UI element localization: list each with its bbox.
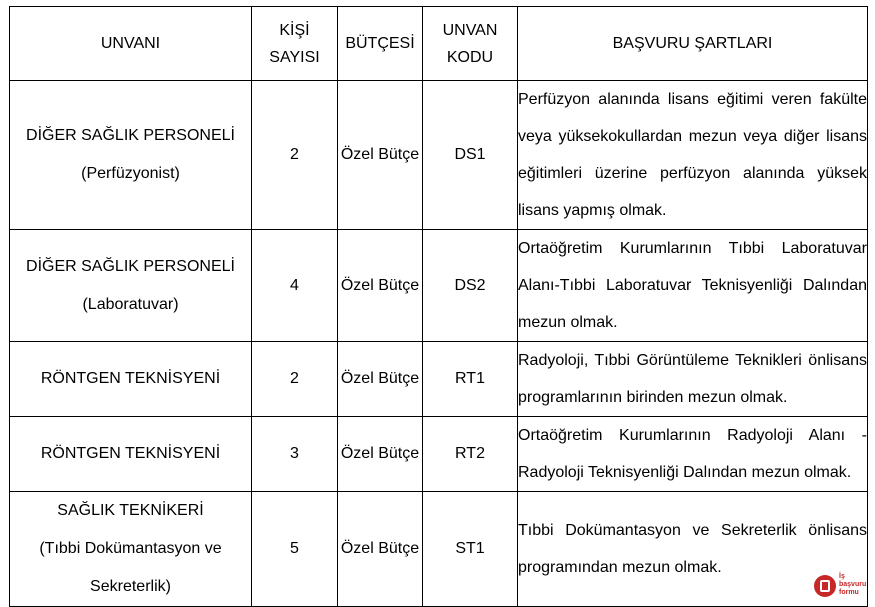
position-requirements: Radyoloji, Tıbbi Görüntüleme Teknikleri önlisans programlarının birinden mezun olmak. (518, 342, 868, 417)
header-budget: BÜTÇESİ (338, 7, 423, 81)
position-title: DİĞER SAĞLIK PERSONELİ (26, 127, 235, 144)
table-row (10, 81, 868, 230)
position-budget: Özel Bütçe (338, 81, 423, 230)
position-requirements: Ortaöğretim Kurumlarının Radyoloji Alanı - Radyoloji Teknisyenliği Dalından mezun olmak. (518, 417, 868, 492)
position-title: RÖNTGEN TEKNİSYENİ (40, 370, 221, 387)
table-header-row (10, 7, 868, 81)
position-count: 2 (252, 81, 338, 230)
position-code: ST1 (423, 492, 518, 607)
position-budget: Özel Bütçe (338, 342, 423, 417)
watermark-logo (814, 573, 874, 603)
position-count: 2 (252, 342, 338, 417)
watermark-text: İş başvuru formu (839, 573, 867, 596)
position-code: RT1 (423, 342, 518, 417)
header-requirements: BAŞVURU ŞARTLARI (518, 7, 868, 81)
position-count: 5 (252, 492, 338, 607)
table-row (10, 342, 868, 417)
position-budget: Özel Bütçe (338, 230, 423, 342)
position-title-cell (10, 492, 252, 607)
position-code: DS2 (423, 230, 518, 342)
position-subtitle: (Perfüzyonist) (81, 165, 180, 182)
position-count: 3 (252, 417, 338, 492)
position-subtitle: (Laboratuvar) (82, 295, 179, 313)
position-requirements: Ortaöğretim Kurumlarının Tıbbi Laboratuvar Alanı-Tıbbi Laboratuvar Teknisyenliği Dalından mezun olmak. (518, 230, 868, 342)
position-subtitle: (Tıbbi Dokümantasyon ve Sekreterlik) (39, 540, 222, 595)
positions-table (9, 6, 868, 607)
position-budget: Özel Bütçe (338, 417, 423, 492)
position-count: 4 (252, 230, 338, 342)
table-row (10, 492, 868, 607)
position-title-cell (10, 81, 252, 230)
position-title-cell (10, 230, 252, 342)
position-budget: Özel Bütçe (338, 492, 423, 607)
position-title-cell (10, 417, 252, 492)
position-title: DİĞER SAĞLIK PERSONELİ (26, 257, 235, 275)
header-code: UNVAN KODU (423, 7, 518, 81)
table-row (10, 230, 868, 342)
document-icon (814, 575, 836, 597)
position-title-cell (10, 342, 252, 417)
position-requirements: Tıbbi Dokümantasyon ve Sekreterlik önlisans programından mezun olmak. (518, 492, 868, 607)
position-title: RÖNTGEN TEKNİSYENİ (40, 445, 221, 462)
position-title: SAĞLIK TEKNİKERİ (57, 502, 204, 519)
position-requirements: Perfüzyon alanında lisans eğitimi veren fakülte veya yüksekokullardan mezun veya diğer lisans eğitimleri üzerine perfüzyon alanında yüksek lisans yapmış olmak. (518, 81, 868, 230)
header-title: UNVANI (10, 7, 252, 81)
position-code: DS1 (423, 81, 518, 230)
header-count: KİŞİ SAYISI (252, 7, 338, 81)
table-row (10, 417, 868, 492)
position-code: RT2 (423, 417, 518, 492)
